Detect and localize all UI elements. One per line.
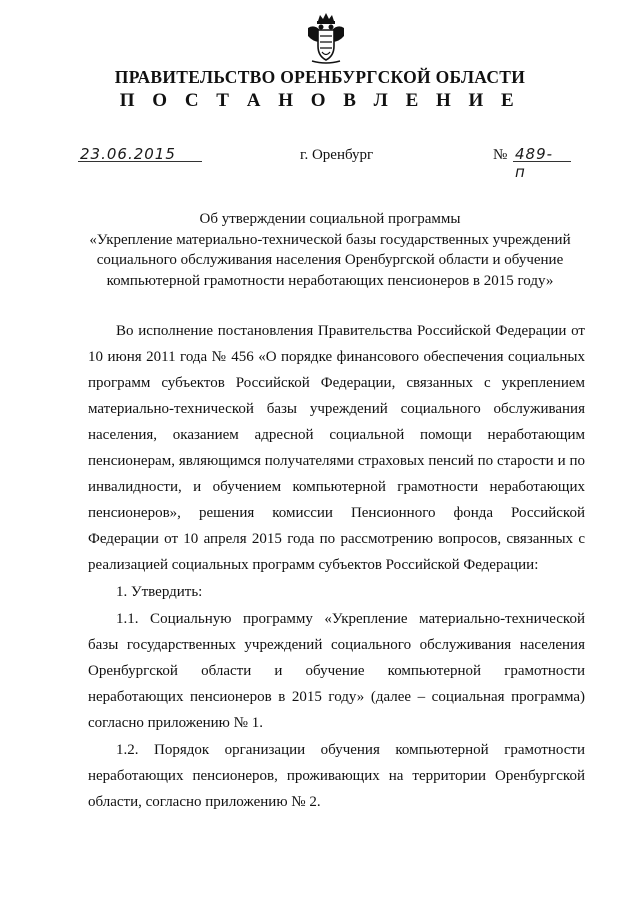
date-value: 23.06.2015 [80,145,176,163]
title-line: социального обслуживания населения Оренбургской области и обучение [96,252,564,268]
number-underline [513,161,571,162]
paragraph-item-1-2: 1.2. Порядок организации обучения компьютерной грамотности неработающих пенсионеров, проживающих на территории Оренбургской области, согласно приложению № 2. [88,742,585,810]
document-type: П О С Т А Н О В Л Е Н И Е [119,90,521,111]
paragraph-item-1-1: 1.1. Социальную программу «Укрепление материально-технической базы государственных учреждений социального обслуживания населения Оренбургской области и обучение компьютерной грамотности неработающих пенсионеров в 2015 году» (далее – социальная программа) согласно приложению № 1. [88,611,585,731]
coat-of-arms-icon [304,12,348,64]
document-title [70,209,590,291]
paragraph-item-1: 1. Утвердить: [116,584,203,600]
document-body [88,318,585,815]
title-line: Об утверждении социальной программы [199,211,461,227]
document-date [78,143,202,165]
number-value: 489-п [515,145,554,181]
organization-name: ПРАВИТЕЛЬСТВО ОРЕНБУРГСКОЙ ОБЛАСТИ [114,67,526,87]
title-line: компьютерной грамотности неработающих пенсионеров в 2015 году» [106,272,554,289]
city-label: г. Оренбург [300,147,374,163]
date-underline [78,161,202,162]
number-sign: № [493,147,508,163]
paragraph-preamble: Во исполнение постановления Правительства Российской Федерации от 10 июня 2011 года № 456 «О порядке финансового обеспечения социальных программ субъектов Российской Федерации, связанных с укреплением материально-технической базы учреждений социального обслуживания населения, оказанием адресной социальной помощи неработающим пенсионерам, являющимся получателями страховых пенсий по старости и по инвалидности, и обучением компьютерной грамотности неработающих пенсионеров», решения комиссии Пенсионного фонда Российской Федерации от 10 апреля 2015 года по рассмотрению вопросов, связанных с реализацией социальных программ субъектов Российской Федерации: [88,323,585,573]
title-line: «Укрепление материально-технической базы государственных учреждений [89,231,571,248]
